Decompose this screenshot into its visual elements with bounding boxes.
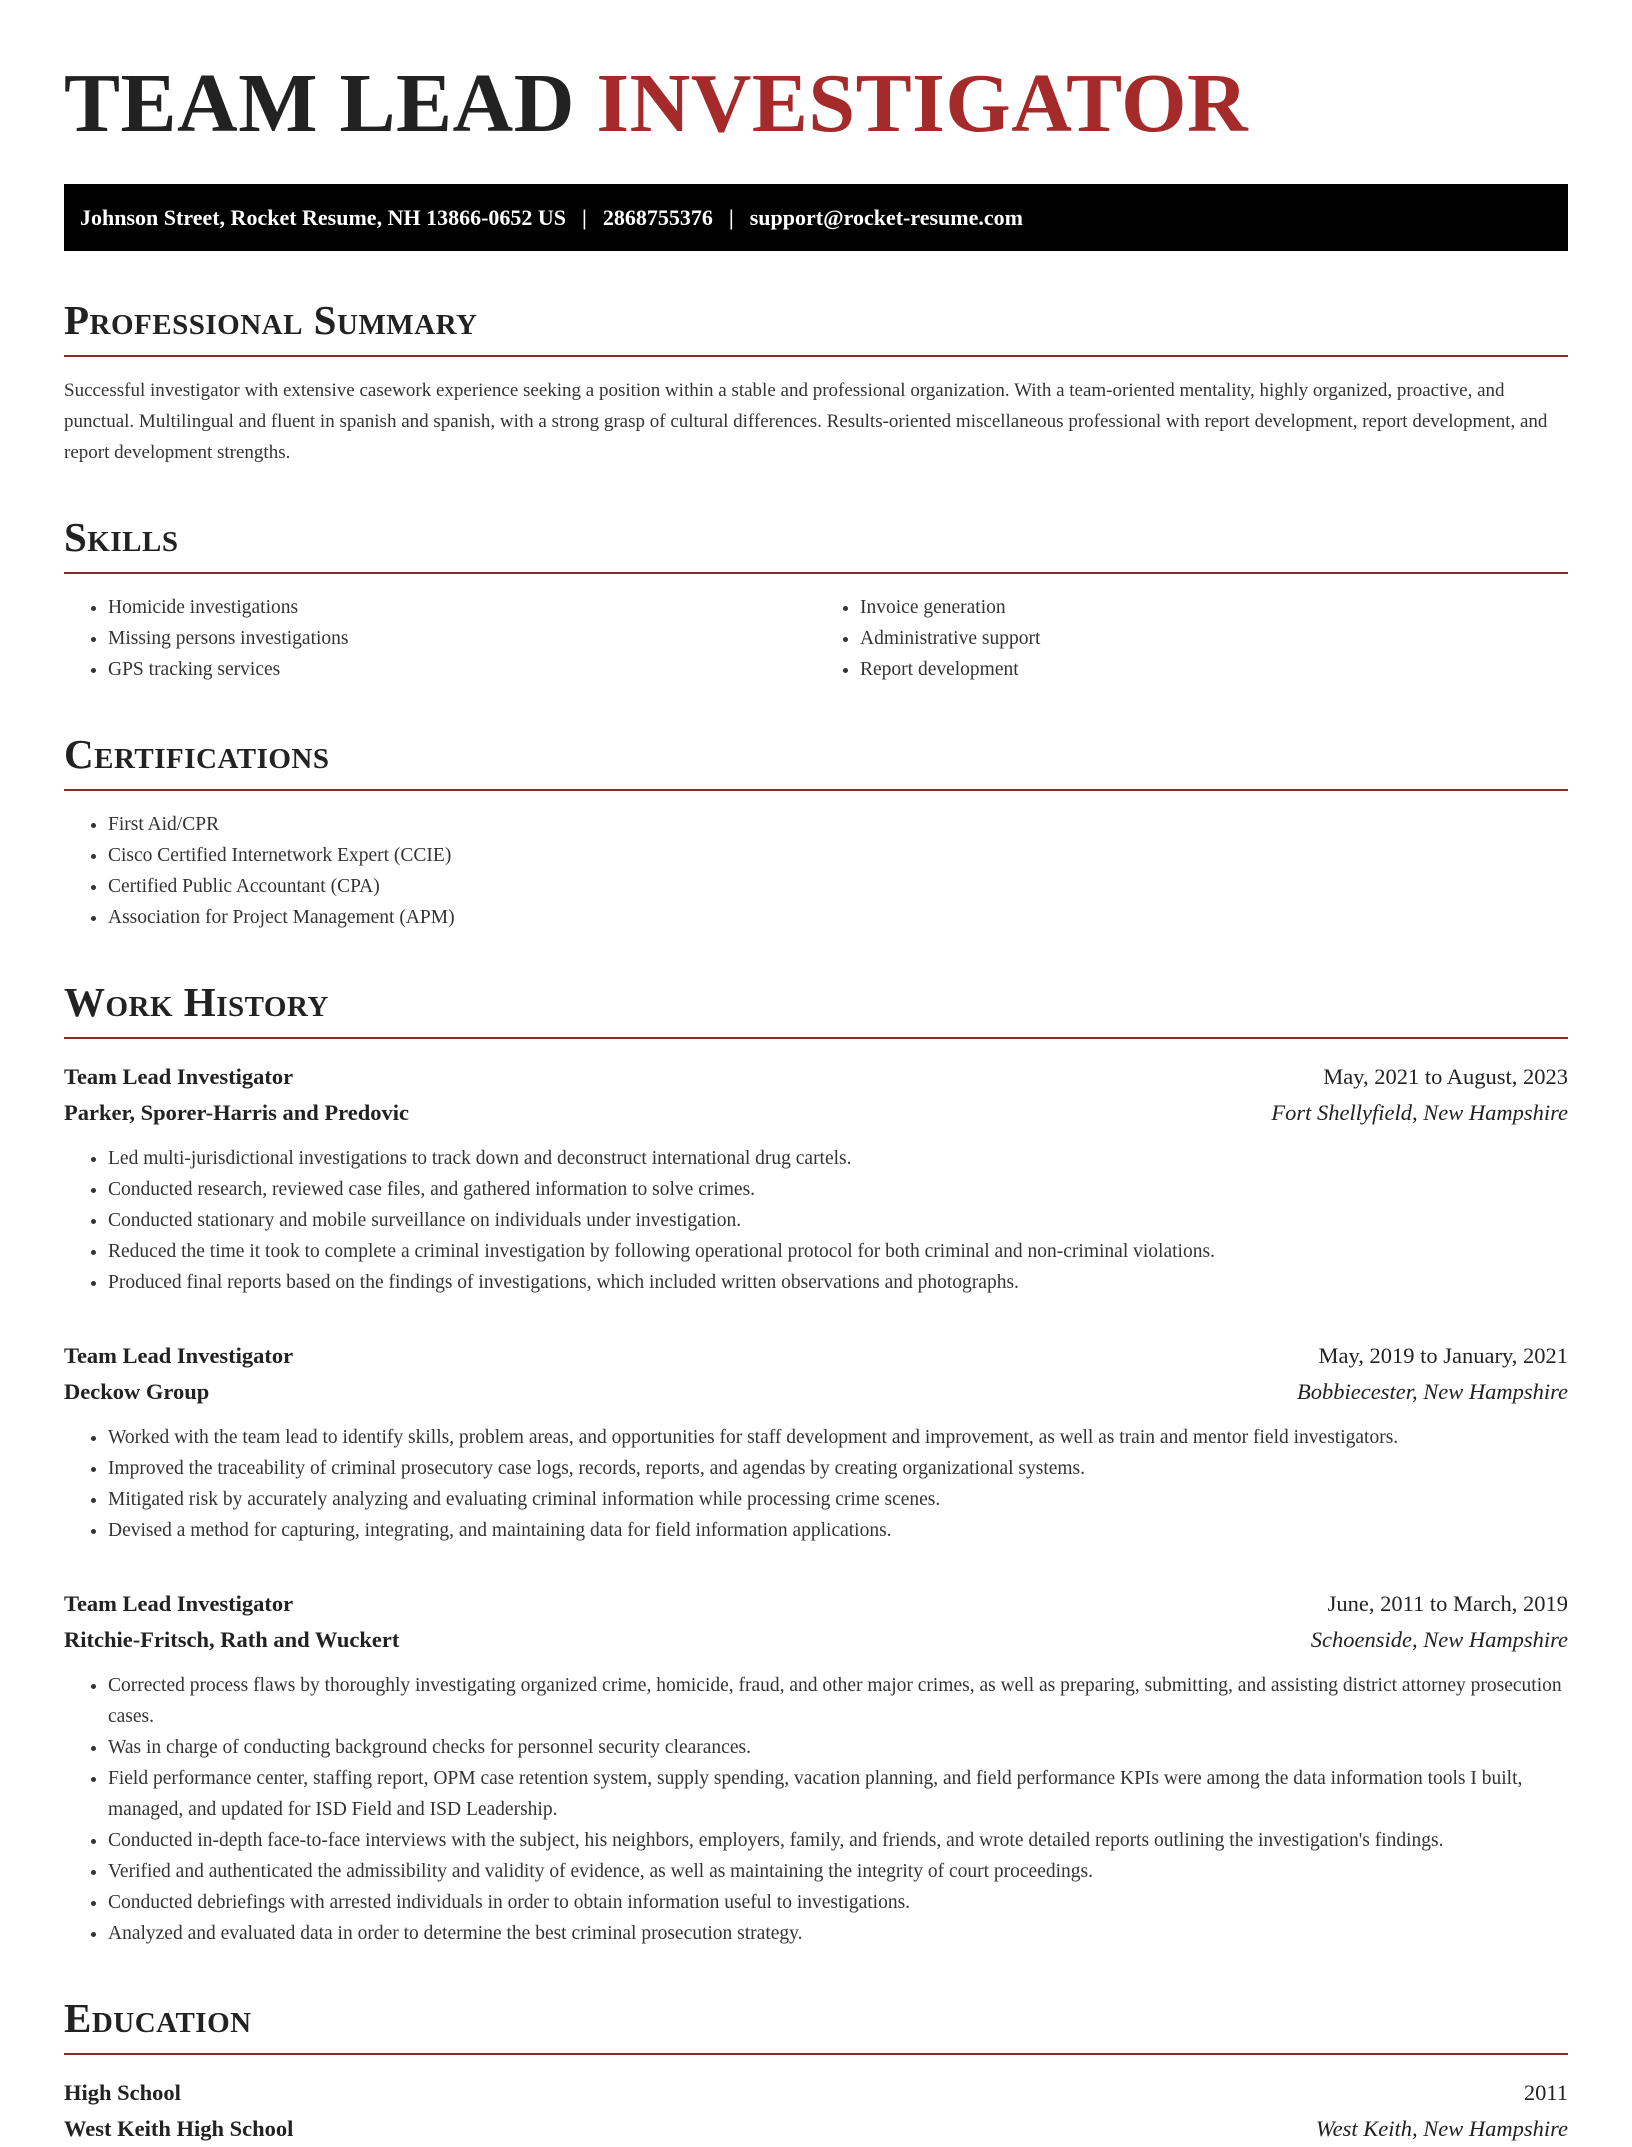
certifications-section (64, 731, 1568, 933)
skill-item: • Missing persons investigations (108, 623, 816, 654)
job-location: Bobbiecester, New Hampshire (1297, 1379, 1568, 1404)
job-dates: June, 2011 to March, 2019 (1327, 1591, 1568, 1616)
job-location: Schoenside, New Hampshire (1310, 1627, 1568, 1652)
job-company-row (64, 1374, 1568, 1410)
section-title-summary: Professional Summary (64, 297, 1568, 357)
summary-section (64, 297, 1568, 468)
contact-separator: | (728, 204, 734, 230)
job-dates: May, 2021 to August, 2023 (1323, 1064, 1568, 1089)
job-entry (64, 1338, 1568, 1546)
section-title-education: Education (64, 1995, 1568, 2055)
job-duty-item: • Conducted stationary and mobile surveillance on individuals under investigation. (108, 1205, 1568, 1236)
skills-column-right (816, 574, 1568, 685)
job-company-row (64, 1622, 1568, 1658)
job-duty-item: • Reduced the time it took to complete a criminal investigation by following operational protocol for both criminal and non-criminal violations. (108, 1236, 1568, 1267)
job-title: Team Lead Investigator (64, 1591, 294, 1616)
job-duty-item: • Produced final reports based on the findings of investigations, which included written observations and photographs. (108, 1267, 1568, 1298)
work-history-section (64, 979, 1568, 1949)
section-title-certifications: Certifications (64, 731, 1568, 791)
contact-address: Johnson Street, Rocket Resume, NH 13866-0652 US (80, 204, 567, 230)
education-section (64, 1995, 1568, 2147)
skills-column-left (64, 574, 816, 685)
job-header-row (64, 1338, 1568, 1374)
skills-list-right (816, 592, 1568, 685)
section-title-skills: Skills (64, 514, 1568, 574)
job-title: Team Lead Investigator (64, 1343, 294, 1368)
resume-name-heading (64, 56, 1568, 152)
job-entry (64, 1586, 1568, 1949)
certification-item: • Association for Project Management (APM) (108, 902, 1568, 933)
job-company-row (64, 1095, 1568, 1131)
contact-email: support@rocket-resume.com (749, 204, 1023, 230)
job-duty-item: • Analyzed and evaluated data in order to determine the best criminal prosecution strategy. (108, 1918, 1568, 1949)
skills-section (64, 514, 1568, 685)
skill-item: • GPS tracking services (108, 654, 816, 685)
summary-text: Successful investigator with extensive casework experience seeking a position within a stable and professional organization. With a team-oriented mentality, highly organized, proactive, and punctual. Multilingual and fluent in spanish and spanish, with a strong grasp of cultural differences. Results-oriented miscellaneous professional with report development, report development, and report development strengths. (64, 380, 1548, 463)
education-header-row (64, 2075, 1568, 2111)
job-duty-item: • Led multi-jurisdictional investigations to track down and deconstruct international drug cartels. (108, 1143, 1568, 1174)
certification-item: • Cisco Certified Internetwork Expert (CCIE) (108, 840, 1568, 871)
job-duty-item: • Worked with the team lead to identify skills, problem areas, and opportunities for staff development and improvement, as well as train and mentor field investigators. (108, 1422, 1568, 1453)
skill-item: • Report development (860, 654, 1568, 685)
job-company: Parker, Sporer-Harris and Predovic (64, 1100, 409, 1125)
job-duties-list (64, 1422, 1568, 1546)
job-duties-list (64, 1670, 1568, 1949)
skill-item: • Invoice generation (860, 592, 1568, 623)
education-location: West Keith, New Hampshire (1315, 2116, 1568, 2141)
education-school-row (64, 2111, 1568, 2147)
job-company: Deckow Group (64, 1379, 210, 1404)
job-header-row (64, 1586, 1568, 1622)
job-entry (64, 1059, 1568, 1298)
job-duty-item: • Conducted research, reviewed case files, and gathered information to solve crimes. (108, 1174, 1568, 1205)
job-title: Team Lead Investigator (64, 1064, 294, 1089)
education-year: 2011 (1523, 2080, 1568, 2105)
job-duty-item: • Devised a method for capturing, integrating, and maintaining data for field information applications. (108, 1515, 1568, 1546)
name-accent-part: INVESTIGATOR (596, 57, 1249, 150)
section-title-work-history: Work History (64, 979, 1568, 1039)
certifications-list (64, 809, 1568, 933)
certification-item: • First Aid/CPR (108, 809, 1568, 840)
contact-phone: 2868755376 (602, 204, 713, 230)
job-dates: May, 2019 to January, 2021 (1318, 1343, 1568, 1368)
contact-bar (64, 184, 1568, 251)
certification-item: • Certified Public Accountant (CPA) (108, 871, 1568, 902)
contact-separator: | (582, 204, 587, 230)
job-duty-item: • Conducted debriefings with arrested individuals in order to obtain information useful to investigations. (108, 1887, 1568, 1918)
education-entry (64, 2075, 1568, 2147)
skills-list-left (64, 592, 816, 685)
job-duty-item: • Verified and authenticated the admissibility and validity of evidence, as well as maintaining the integrity of court proceedings. (108, 1856, 1568, 1887)
job-duty-item: • Improved the traceability of criminal prosecutory case logs, records, reports, and agendas by creating organizational systems. (108, 1453, 1568, 1484)
job-company: Ritchie-Fritsch, Rath and Wuckert (64, 1627, 400, 1652)
education-school: West Keith High School (64, 2116, 294, 2141)
job-header-row (64, 1059, 1568, 1095)
job-duty-item: • Corrected process flaws by thoroughly investigating organized crime, homicide, fraud, and other major crimes, as well as preparing, submitting, and assisting district attorney prosecution cases. (108, 1670, 1568, 1732)
education-degree: High School (64, 2080, 181, 2105)
skill-item: • Homicide investigations (108, 592, 816, 623)
job-duties-list (64, 1143, 1568, 1298)
skills-grid (64, 574, 1568, 685)
job-duty-item: • Mitigated risk by accurately analyzing and evaluating criminal information while processing crime scenes. (108, 1484, 1568, 1515)
job-duty-item: • Field performance center, staffing report, OPM case retention system, supply spending, vacation planning, and field performance KPIs were among the data information tools I built, managed, and updated for ISD Field and ISD Leadership. (108, 1763, 1568, 1825)
name-first-part: TEAM LEAD (64, 57, 575, 150)
job-location: Fort Shellyfield, New Hampshire (1271, 1100, 1568, 1125)
skill-item: • Administrative support (860, 623, 1568, 654)
job-duty-item: • Was in charge of conducting background checks for personnel security clearances. (108, 1732, 1568, 1763)
job-duty-item: • Conducted in-depth face-to-face interviews with the subject, his neighbors, employers, family, and friends, and wrote detailed reports outlining the investigation's findings. (108, 1825, 1568, 1856)
